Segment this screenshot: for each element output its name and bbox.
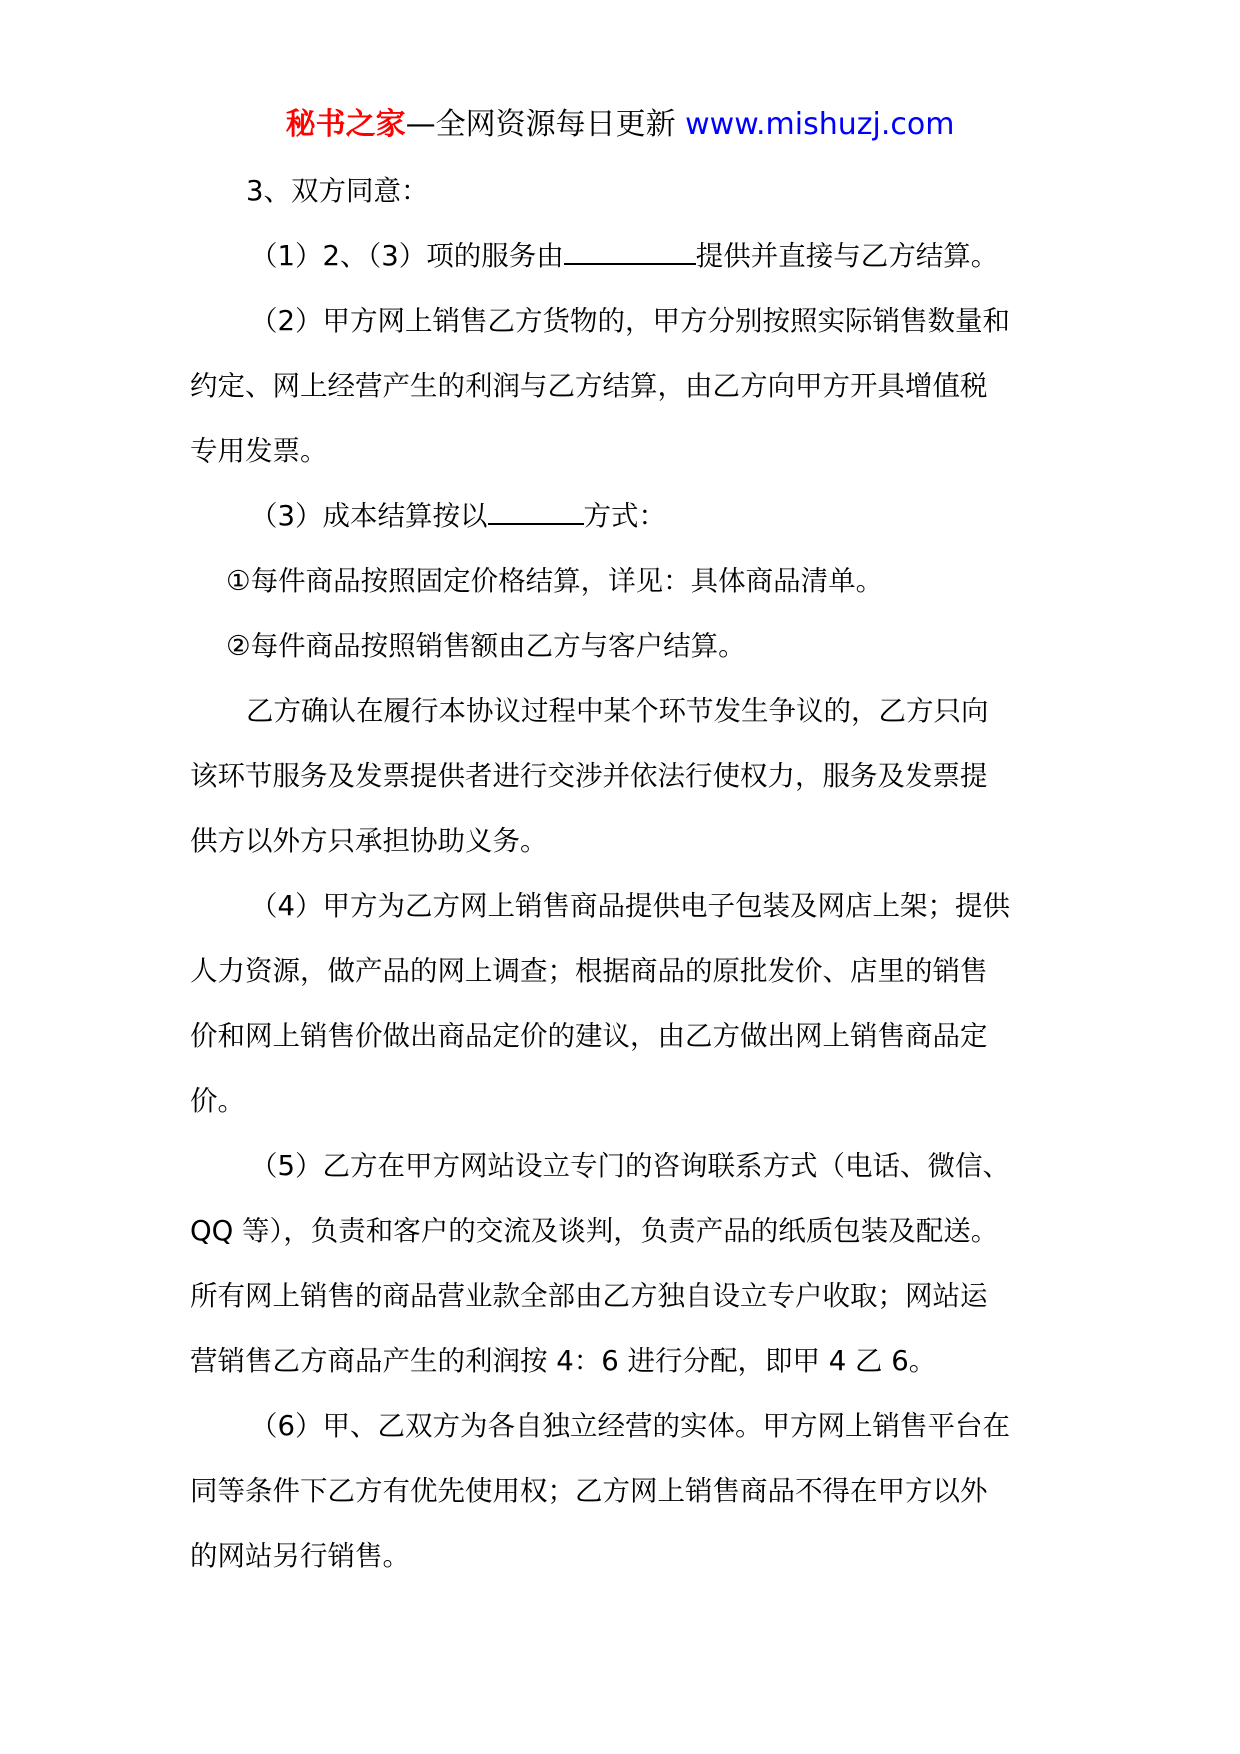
clause-3-item-6-line-2: 同等条件下乙方有优先使用权；乙方网上销售商品不得在甲方以外 [190,1475,988,1507]
brand-name: 秘书之家 [285,107,406,142]
clause-3-item-1-text-b: 提供并直接与乙方结算。 [695,240,999,272]
clause-3-item-4-line-2: 人力资源，做产品的网上调查；根据商品的原批发价、店里的销售 [190,955,988,987]
clause-3-item-2-line-3: 专用发票。 [190,435,328,467]
clause-3-item-5-line-4: 营销售乙方商品产生的利润按 4：6 进行分配，即甲 4 乙 6。 [190,1345,937,1377]
clause-3-item-4-line-4: 价。 [190,1085,245,1117]
clause-3-item-3-text-b: 方式： [583,500,666,532]
fill-in-blank[interactable] [488,499,584,525]
clause-3-item-1 [190,224,1070,289]
clause-3-item-6-line-1: （6）甲、乙双方为各自独立经营的实体。甲方网上销售平台在 [250,1410,1010,1442]
clause-3-item-6-line-3: 的网站另行销售。 [190,1540,410,1572]
clause-3-item-4-line-1: （4）甲方为乙方网上销售商品提供电子包装及网店上架；提供 [250,890,1010,922]
document-body [190,159,1070,1589]
clause-3-item-5-line-1: （5）乙方在甲方网站设立专门的咨询联系方式（电话、微信、 [250,1150,1010,1182]
clause-3-item-4-line-3: 价和网上销售价做出商品定价的建议，由乙方做出网上销售商品定 [190,1020,988,1052]
clause-3-item-3-text-a: （3）成本结算按以 [250,500,488,532]
settlement-option-2: ②每件商品按照销售额由乙方与客户结算。 [226,630,746,662]
header-tagline: —全网资源每日更新 [405,107,686,142]
clause-3-item-3 [190,484,1070,549]
clause-3-item-2-line-2: 约定、网上经营产生的利润与乙方结算，由乙方向甲方开具增值税 [190,370,988,402]
dispute-paragraph-line-1: 乙方确认在履行本协议过程中某个环节发生争议的，乙方只向 [246,695,989,727]
dispute-paragraph-line-2: 该环节服务及发票提供者进行交涉并依法行使权力，服务及发票提 [190,760,988,792]
site-url-link[interactable]: www.mishuzj.com [685,107,955,142]
site-header [0,103,1240,147]
clause-3-item-1-text-a: （1）2、（3）项的服务由 [250,240,564,272]
fill-in-blank[interactable] [564,239,696,265]
clause-3-item-5-line-2: QQ 等），负责和客户的交流及谈判，负责产品的纸质包装及配送。 [190,1215,999,1247]
settlement-option-1: ①每件商品按照固定价格结算，详见：具体商品清单。 [226,565,884,597]
dispute-paragraph-line-3: 供方以外方只承担协助义务。 [190,825,548,857]
clause-3-heading: 3、双方同意： [246,175,429,207]
clause-3-item-5-line-3: 所有网上销售的商品营业款全部由乙方独自设立专户收取；网站运 [190,1280,988,1312]
clause-3-item-2-line-1: （2）甲方网上销售乙方货物的，甲方分别按照实际销售数量和 [250,305,1010,337]
